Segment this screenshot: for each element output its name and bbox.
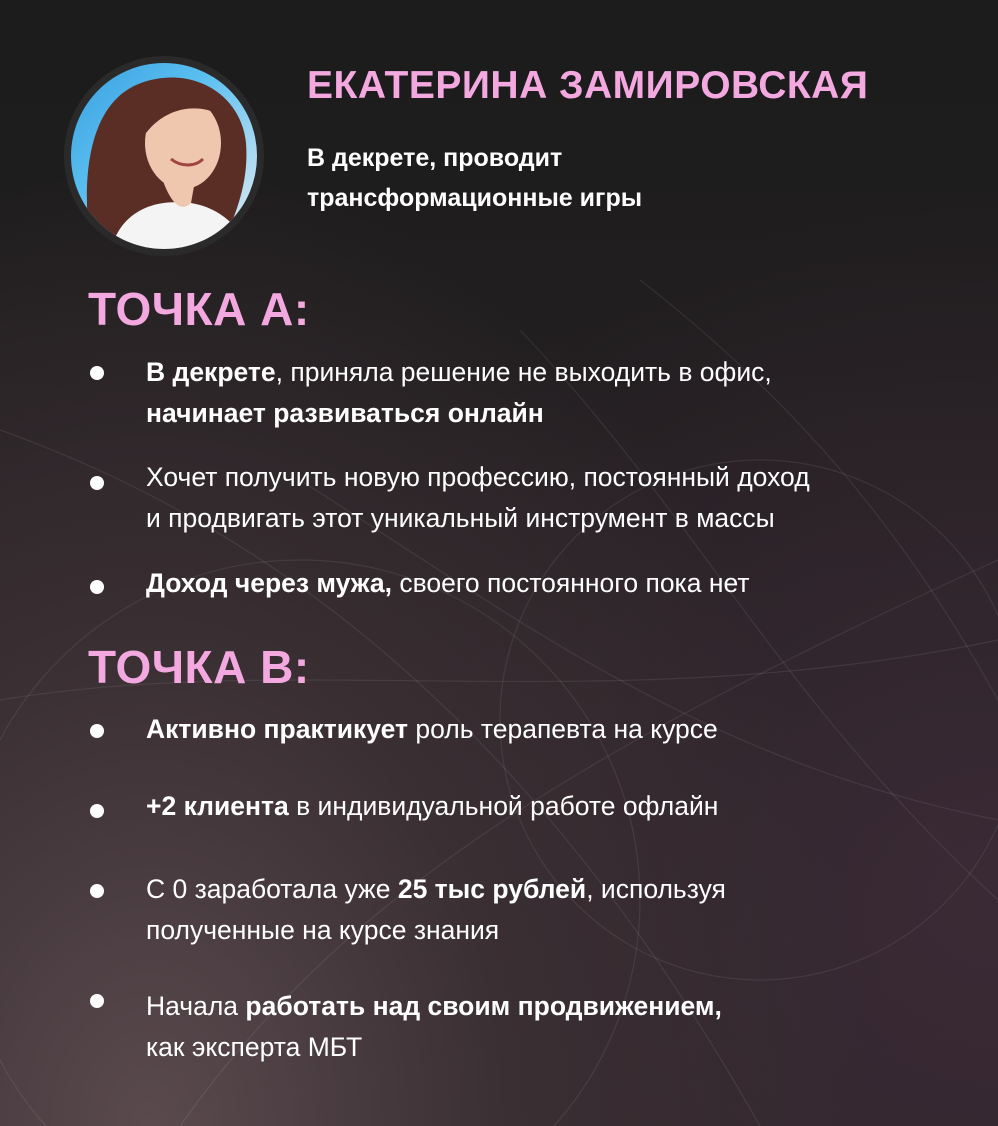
point-b-item-3-line-2: полученные на курсе знания bbox=[146, 915, 500, 945]
point-b-item-4-line-2: как эксперта МБТ bbox=[146, 1032, 363, 1062]
profile-subtitle bbox=[307, 138, 767, 218]
point-b-item-4-bold: работать над своим продвижением, bbox=[245, 991, 722, 1021]
point-a-item-3-text: своего постоянного пока нет bbox=[391, 568, 750, 598]
point-b-item-1-text: роль терапевта на курсе bbox=[408, 714, 718, 744]
point-b-item-2-bold: +2 клиента bbox=[146, 791, 289, 821]
point-a-item-3-bold: Доход через мужа, bbox=[146, 568, 392, 598]
point-b-item-1 bbox=[146, 709, 966, 750]
bullet-dot-icon bbox=[90, 994, 104, 1008]
point-a-item-1-text: , приняла решение не выходить в офис, bbox=[275, 357, 772, 387]
point-b-item-4-text: Начала bbox=[146, 991, 246, 1021]
point-b-item-1-bold: Активно практикует bbox=[146, 714, 408, 744]
point-a-item-2 bbox=[146, 457, 966, 539]
point-a-item-1 bbox=[146, 352, 966, 434]
subtitle-line-2: трансформационные игры bbox=[307, 184, 643, 212]
bullet-dot-icon bbox=[90, 476, 104, 490]
point-a-item-3 bbox=[146, 563, 966, 604]
subtitle-line-1: В декрете, проводит bbox=[307, 144, 563, 172]
bullet-dot-icon bbox=[90, 724, 104, 738]
bullet-dot-icon bbox=[90, 366, 104, 380]
avatar-photo bbox=[71, 63, 257, 249]
avatar bbox=[64, 56, 264, 256]
point-b-item-4 bbox=[146, 986, 966, 1068]
bullet-dot-icon bbox=[90, 884, 104, 898]
point-a-item-1-bold: В декрете bbox=[146, 357, 276, 387]
point-a-item-2-line-1: Хочет получить новую профессию, постоянный доход bbox=[146, 462, 810, 492]
bullet-dot-icon bbox=[90, 804, 104, 818]
bullet-dot-icon bbox=[90, 580, 104, 594]
point-b-item-3 bbox=[146, 869, 966, 951]
section-title-point-b: ТОЧКА В: bbox=[88, 641, 310, 693]
profile-name: ЕКАТЕРИНА ЗАМИРОВСКАЯ bbox=[307, 64, 869, 107]
point-b-item-3-bold: 25 тыс рублей bbox=[397, 874, 587, 904]
section-title-point-a: ТОЧКА А: bbox=[88, 283, 310, 335]
point-b-item-3-text: С 0 заработала уже bbox=[146, 874, 398, 904]
point-a-item-1-bold-2: начинает развиваться онлайн bbox=[146, 398, 544, 428]
point-a-item-2-line-2: и продвигать этот уникальный инструмент в массы bbox=[146, 503, 775, 533]
point-b-item-2-text: в индивидуальной работе офлайн bbox=[288, 791, 719, 821]
point-b-item-2 bbox=[146, 786, 966, 827]
point-b-item-3-text-2: , используя bbox=[586, 874, 726, 904]
